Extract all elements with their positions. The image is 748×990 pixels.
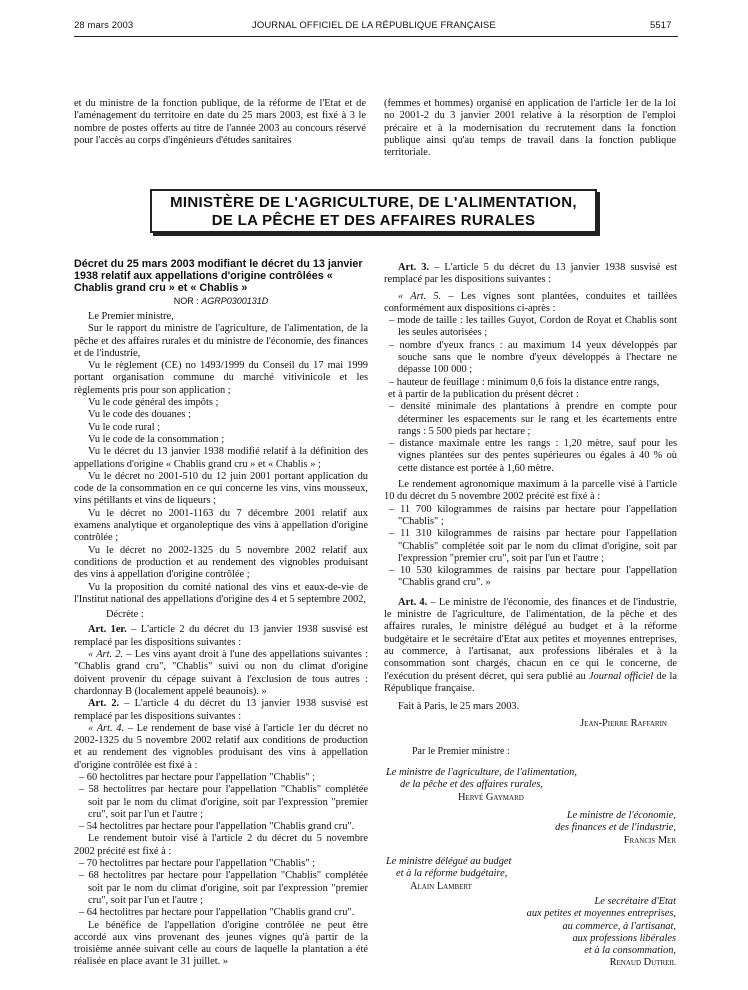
article-2-quote	[74, 723, 368, 772]
pm-signature-name: Jean-Pierre Raffarin	[580, 718, 667, 730]
list-item: – 58 hectolitres par hectare pour l'appellation "Chablis" complétée soit par le nom du climat d'origine, soit par l'expression "premier cru", soit par l'un et l'autre ;	[79, 784, 368, 820]
ministry-title	[152, 194, 595, 230]
list-item: – distance maximale entre les rangs : 1,20 mètre, sauf pour les vignes plantées sur des pentes supérieures ou égales à 40 % où cette distance est portée à 1,60 mètre.	[389, 438, 677, 474]
signature-agriculture	[386, 767, 676, 804]
list-item: – 70 hectolitres par hectare pour l'appellation "Chablis" ;	[79, 858, 315, 870]
rule-text: distance maximale entre les rangs : 1,20 mètre, sauf pour les vignes plantées sur des pentes supérieures ou égales à 40 % où cette distance est portée à 1,60 mètre.	[398, 438, 677, 474]
decrete-label: Décrète :	[106, 609, 144, 621]
signature-line: de la pêche et des affaires rurales,	[400, 779, 544, 791]
signature-line: au commerce, à l'artisanat,	[562, 920, 676, 932]
butoir-yield-text: 70 hectolitres par hectare pour l'appellation "Chablis" ;	[86, 858, 315, 870]
rule-text: nombre d'yeux francs : au maximum 14 yeux développés par souche sans que le nombre d'yeux développés à l'hectare ne dépasse 100 000 ;	[398, 339, 677, 376]
header-date: 28 mars 2003	[74, 20, 134, 31]
article-5-quote-text: – Les vignes sont plantées, conduites et taillées conformément aux dispositions ci-après :	[384, 290, 677, 314]
base-yield-text: 60 hectolitres par hectare pour l'appellation "Chablis" ;	[86, 771, 315, 783]
list-item: – 11 310 kilogrammes de raisins par hectare pour l'appellation "Chablis" complétée soit par le nom du climat d'origine, soit par l'expression "premier cru", soit par l'un et l'autre ;	[389, 528, 677, 564]
visa-item: Vu le code rural ;	[88, 421, 161, 433]
list-item: – 11 700 kilogrammes de raisins par hectare pour l'appellation "Chablis" ;	[389, 503, 677, 527]
list-item: – 64 hectolitres par hectare pour l'appellation "Chablis grand cru".	[79, 907, 355, 919]
list-item: – hauteur de feuillage : minimum 0,6 fois la distance entre rangs,	[389, 376, 660, 388]
article-1-text: – L'article 2 du décret du 13 janvier 1938 susvisé est remplacé par les dispositions suivantes :	[74, 624, 368, 648]
right-column	[384, 262, 677, 731]
signature-name: Alain Lambert	[410, 880, 472, 892]
list-item: – 68 hectolitres par hectare pour l'appellation "Chablis" complétée soit par le nom du climat d'origine, soit par l'expression "premier cru", soit par l'un et l'autre ;	[79, 870, 368, 906]
rule-text: mode de taille : les tailles Guyot, Cordon de Royat et Chablis sont les seules autorisées ;	[397, 315, 677, 339]
signature-line: et à la réforme budgétaire,	[396, 868, 508, 880]
visa-item: Le Premier ministre,	[88, 311, 174, 322]
list-item: – mode de taille : les tailles Guyot, Cordon de Royat et Chablis sont les seules autorisées ;	[389, 315, 677, 339]
left-column	[74, 258, 368, 969]
pm-label: Par le Premier ministre :	[412, 746, 510, 757]
base-yield-text: 54 hectolitres par hectare pour l'appellation "Chablis grand cru".	[86, 821, 355, 833]
top-right-paragraph: (femmes et hommes) organisé en application de l'article 1er de la loi no 2001-2 du 3 janvier 2001 relative à la résorption de l'emploi précaire et à la modernisation du recrutement dans la fonction publique ainsi qu'au temps de travail dans la fonction publique territoriale.	[384, 98, 676, 159]
list-item: – 10 530 kilogrammes de raisins par hectare pour l'appellation "Chablis grand cru". »	[389, 565, 678, 589]
signature-budget	[386, 856, 586, 893]
list-item: – nombre d'yeux francs : au maximum 14 yeux développés par souche sans que le nombre d'yeux développés à l'hectare ne dépasse 100 000 ;	[389, 339, 677, 376]
visa-item: Vu le code des douanes ;	[88, 409, 191, 421]
signature-line: Le ministre de l'économie,	[566, 810, 676, 821]
article-1-heading: Art. 1er.	[88, 624, 127, 636]
header-journal: JOURNAL OFFICIEL DE LA RÉPUBLIQUE FRANÇAISE	[252, 20, 496, 31]
butoir-yield-list	[74, 858, 368, 919]
visa-item: Vu le règlement (CE) no 1493/1999 du Conseil du 17 mai 1999 portant organisation commune du marché vitivinicole et les règlements pris pour son application ;	[74, 360, 368, 396]
agronomic-yield-list	[384, 504, 677, 590]
journal-officiel-ref: Journal officiel	[588, 670, 654, 682]
article-4	[384, 597, 677, 695]
benefice-paragraph: Le bénéfice de l'appellation d'origine contrôlée ne peut être accordé aux vins provenant des jeunes vignes qu'à partir de la troisième année suivant celle au cours de laquelle la plantation a été réalisée en place avant le 31 juillet. »	[74, 919, 368, 968]
article-5-quote-heading: « Art. 5.	[398, 290, 442, 302]
signature-name: Francis Mer	[623, 834, 676, 846]
decree-title: Décret du 25 mars 2003 modifiant le décret du 13 janvier 1938 relatif aux appellations d'origine contrôlées « Chablis grand cru » et « Chablis »	[74, 258, 363, 294]
visa-item: Vu la proposition du comité national des vins et eaux-de-vie de l'Institut national des appellations d'origine des 4 et 5 septembre 2002,	[74, 581, 368, 605]
from-publication: et à partir de la publication du présent décret :	[388, 388, 579, 400]
rule-text: densité minimale des plantations à prendre en compte pour déterminer les espacements sur le rang et les écartements entre rangs : 5 500 pieds par hectare ;	[398, 401, 678, 437]
article-2	[74, 698, 368, 723]
signature-name: Hervé Gaymard	[458, 791, 524, 803]
agro-yield-text: 11 700 kilogrammes de raisins par hectare pour l'appellation "Chablis" ;	[398, 503, 677, 527]
article-1-quote	[74, 649, 368, 698]
article-3	[384, 262, 677, 287]
visa-item: Sur le rapport du ministre de l'agriculture, de l'alimentation, de la pêche et des affaires rurales et du ministre de l'économie, des finances et de l'industrie,	[74, 323, 368, 359]
signature-economie	[516, 810, 676, 847]
vine-rules-list	[384, 315, 677, 389]
article-1-quote-heading: « Art. 2.	[88, 649, 124, 661]
rule-text: hauteur de feuillage : minimum 0,6 fois la distance entre rangs,	[396, 376, 660, 388]
article-3-heading: Art. 3.	[398, 262, 430, 273]
visa-item: Vu le code de la consommation ;	[88, 433, 225, 445]
list-item: – densité minimale des plantations à prendre en compte pour déterminer les espacements sur le rang et les écartements entre rangs : 5 500 pieds par hectare ;	[389, 401, 678, 437]
header-page-number: 5517	[650, 20, 672, 31]
nor-reference	[74, 296, 368, 306]
article-2-heading: Art. 2.	[88, 698, 120, 710]
signature-line: aux professions libérales	[572, 932, 676, 944]
article-2-text: – L'article 4 du décret du 13 janvier 1938 susvisé est remplacé par les dispositions suivantes :	[74, 698, 368, 722]
signature-line: Le secrétaire d'Etat	[594, 896, 676, 907]
visa-item: Vu le décret du 13 janvier 1938 modifié relatif à la définition des appellations d'origine « Chablis grand cru » et « Chablis » ;	[74, 446, 368, 470]
article-1-quote-text: – Les vins ayant droit à l'une des appellations suivantes : "Chablis grand cru", "Chablis" suivi ou non du climat d'origine doivent provenir du cépage suivant à l'exclusion de tous autres : chardonnay B (localement appelé beaunois). »	[74, 649, 368, 697]
list-item: – 54 hectolitres par hectare pour l'appellation "Chablis grand cru".	[79, 821, 355, 833]
base-yield-list	[74, 772, 368, 833]
signature-line: Le ministre de l'agriculture, de l'alimentation,	[386, 767, 577, 778]
signature-line: et à la consommation,	[584, 945, 676, 957]
butoir-yield-text: 64 hectolitres par hectare pour l'appellation "Chablis grand cru".	[86, 907, 355, 919]
visa-item: Vu le décret no 2002-1325 du 5 novembre 2002 relatif aux conditions de production et au rendement des vignobles produisant des vins à appellation d'origine contrôlée ;	[74, 544, 368, 581]
ministry-title-line1: MINISTÈRE DE L'AGRICULTURE, DE L'ALIMENTATION,	[170, 194, 577, 211]
article-2-quote-heading: « Art. 4.	[88, 722, 125, 734]
visa-item: Vu le décret no 2001-510 du 12 juin 2001 portant application du code de la consommation en ce qui concerne les vins, vins mousseux, vins pétillants et vins de liqueurs ;	[74, 470, 368, 507]
base-yield-text: 58 hectolitres par hectare pour l'appellation "Chablis" complétée soit par le nom du climat d'origine, soit par l'expression "premier cru", soit par l'un et l'autre ;	[88, 784, 368, 820]
signature-line: des finances et de l'industrie,	[555, 822, 676, 834]
signature-line: Le ministre délégué au budget	[386, 856, 512, 867]
planting-rules-list	[384, 401, 677, 475]
article-1	[74, 624, 368, 649]
signing-place-date: Fait à Paris, le 25 mars 2003.	[398, 701, 520, 713]
signature-name: Renaud Dutreil	[609, 957, 676, 969]
ministry-heading-box	[150, 189, 597, 233]
ministry-title-line2: DE LA PÊCHE ET DES AFFAIRES RURALES	[211, 212, 536, 229]
visa-item: Vu le code général des impôts ;	[88, 397, 219, 409]
signature-line: aux petites et moyennes entreprises,	[526, 908, 676, 920]
nor-value: AGRP0300131D	[201, 296, 269, 306]
article-4-heading: Art. 4.	[398, 596, 428, 608]
list-item: – 60 hectolitres par hectare pour l'appellation "Chablis" ;	[79, 771, 315, 783]
butoir-paragraph: Le rendement butoir visé à l'article 2 du décret du 5 novembre 2002 précité est fixé à :	[74, 833, 368, 857]
visas-list	[74, 311, 368, 606]
article-4-text: – Le ministre de l'économie, des finances et de l'industrie, le ministre de l'agriculture, de l'alimentation, de la pêche et des affaires rurales, le ministre délégué au budget et à la réforme budgétaire et le secrétaire d'Etat aux petites et moyennes entreprises, au commerce, à l'artisanat, aux professions libérales et à la consommation sont chargés, chacun en ce qui le concerne, de l'exécution du présent décret, qui sera publié au	[384, 596, 677, 682]
signature-secretaire-etat	[500, 896, 676, 970]
agronomic-yield-paragraph: Le rendement agronomique maximum à la parcelle visé à l'article 10 du décret du 5 novembre 2002 précité est fixé à :	[384, 479, 677, 503]
header-rule	[74, 36, 678, 37]
article-2-quote-text: – Le rendement de base visé à l'article 1er du décret no 2002-1325 du 5 novembre 2002 relatif aux conditions de production et au rendement des vignobles produisant des vins à appellation d'origine contrôlée est fixé à :	[74, 722, 368, 771]
article-3-text: – L'article 5 du décret du 13 janvier 1938 susvisé est remplacé par les dispositions suivantes :	[384, 262, 677, 286]
nor-label: NOR :	[173, 296, 199, 306]
article-5-quote	[384, 291, 677, 316]
top-left-paragraph: et du ministre de la fonction publique, de la réforme de l'Etat et de l'aménagement du territoire en date du 25 mars 2003, est fixé à 3 le nombre de postes offerts au titre de l'année 2003 au concours réservé pour l'accès au corps d'ingénieurs d'études sanitaires	[74, 98, 366, 146]
agro-yield-text: 11 310 kilogrammes de raisins par hectare pour l'appellation "Chablis" complétée soit par le nom du climat d'origine, soit par l'expression "premier cru", soit par l'un et l'autre ;	[398, 528, 677, 564]
visa-item: Vu le décret no 2001-1163 du 7 décembre 2001 relatif aux examens analytique et organoleptique des vins à appellation d'origine contrôlée ;	[74, 507, 368, 544]
butoir-yield-text: 68 hectolitres par hectare pour l'appellation "Chablis" complétée soit par le nom du climat d'origine, soit par l'expression "premier cru", soit par l'un et l'autre ;	[88, 870, 368, 906]
agro-yield-text: 10 530 kilogrammes de raisins par hectare pour l'appellation "Chablis grand cru". »	[398, 565, 678, 589]
article-4-end: de la République française.	[384, 670, 677, 694]
